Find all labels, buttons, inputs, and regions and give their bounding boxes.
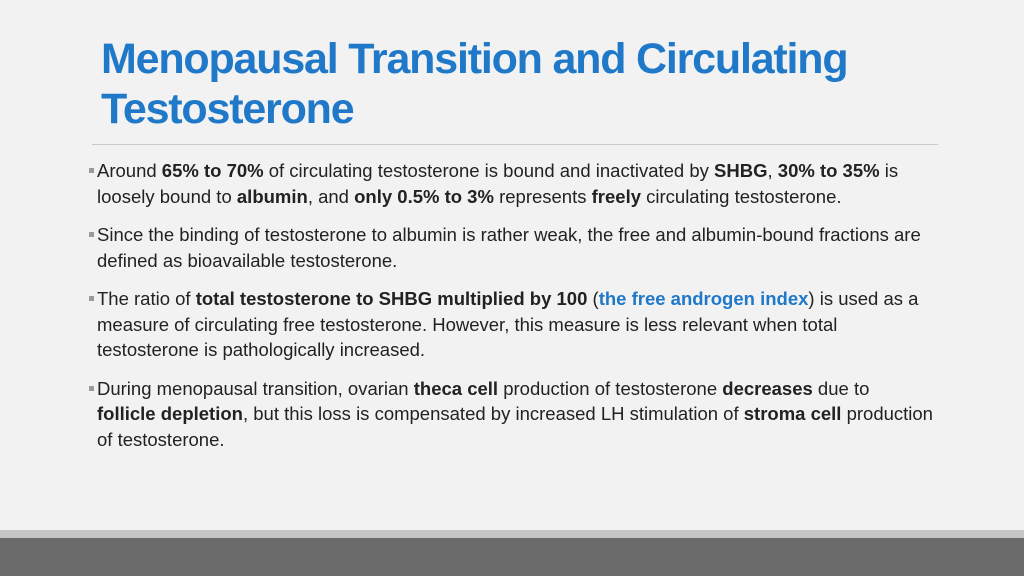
square-bullet-icon [89,386,94,391]
text-run: due to [812,377,870,399]
bullet-item [88,286,933,363]
text-run: Around [97,160,162,181]
bullet-list [88,158,933,465]
text-run: ( [587,288,599,309]
text-run: is loosely bound to [97,160,899,207]
bold-text: total testosterone to SHBG multiplied by 100 [195,288,588,309]
bold-text: decreases [722,377,813,399]
square-bullet-icon [89,232,94,237]
text-run: , and [307,185,355,207]
highlight-term: the free androgen index [598,288,809,309]
bold-text: SHBG [714,160,768,181]
text-run: Since the binding of testosterone to albumin is rather weak, the free and albumin-bound fractions are defined as bioavailable testosterone. [97,224,921,271]
bold-text: theca cell [413,377,499,399]
footer-band [0,530,1024,538]
square-bullet-icon [89,296,94,301]
bold-text: 65% to 70% [161,160,264,181]
text-run: circulating testosterone. [641,185,842,207]
bold-text: stroma cell [743,403,842,424]
text-run: production of testosterone [498,377,723,399]
bold-text: follicle depletion [97,403,243,424]
text-run: represents [493,185,592,207]
square-bullet-icon [89,168,94,173]
footer-bar [0,538,1024,576]
bullet-item [88,222,933,273]
bullet-item [88,376,933,453]
text-run: , but this loss is compensated by increased LH stimulation of [242,403,744,424]
text-run: production of testosterone. [97,403,933,450]
text-run: , [767,160,778,181]
text-run: During menopausal transition, ovarian [97,377,414,399]
slide-title: Menopausal Transition and Circulating Testosterone [101,35,848,133]
bold-text: 30% to 35% [777,160,880,181]
bullet-item [88,158,933,209]
bold-text: albumin [236,185,308,207]
title-divider [92,144,938,145]
bold-text: only 0.5% to 3% [354,185,494,207]
text-run: ) is used as a measure of circulating free testosterone. However, this measure is less relevant when total testosterone is pathologically increased. [97,288,919,360]
bold-text: freely [591,185,641,207]
text-run: of circulating testosterone is bound and inactivated by [263,160,715,181]
text-run: The ratio of [97,288,196,309]
